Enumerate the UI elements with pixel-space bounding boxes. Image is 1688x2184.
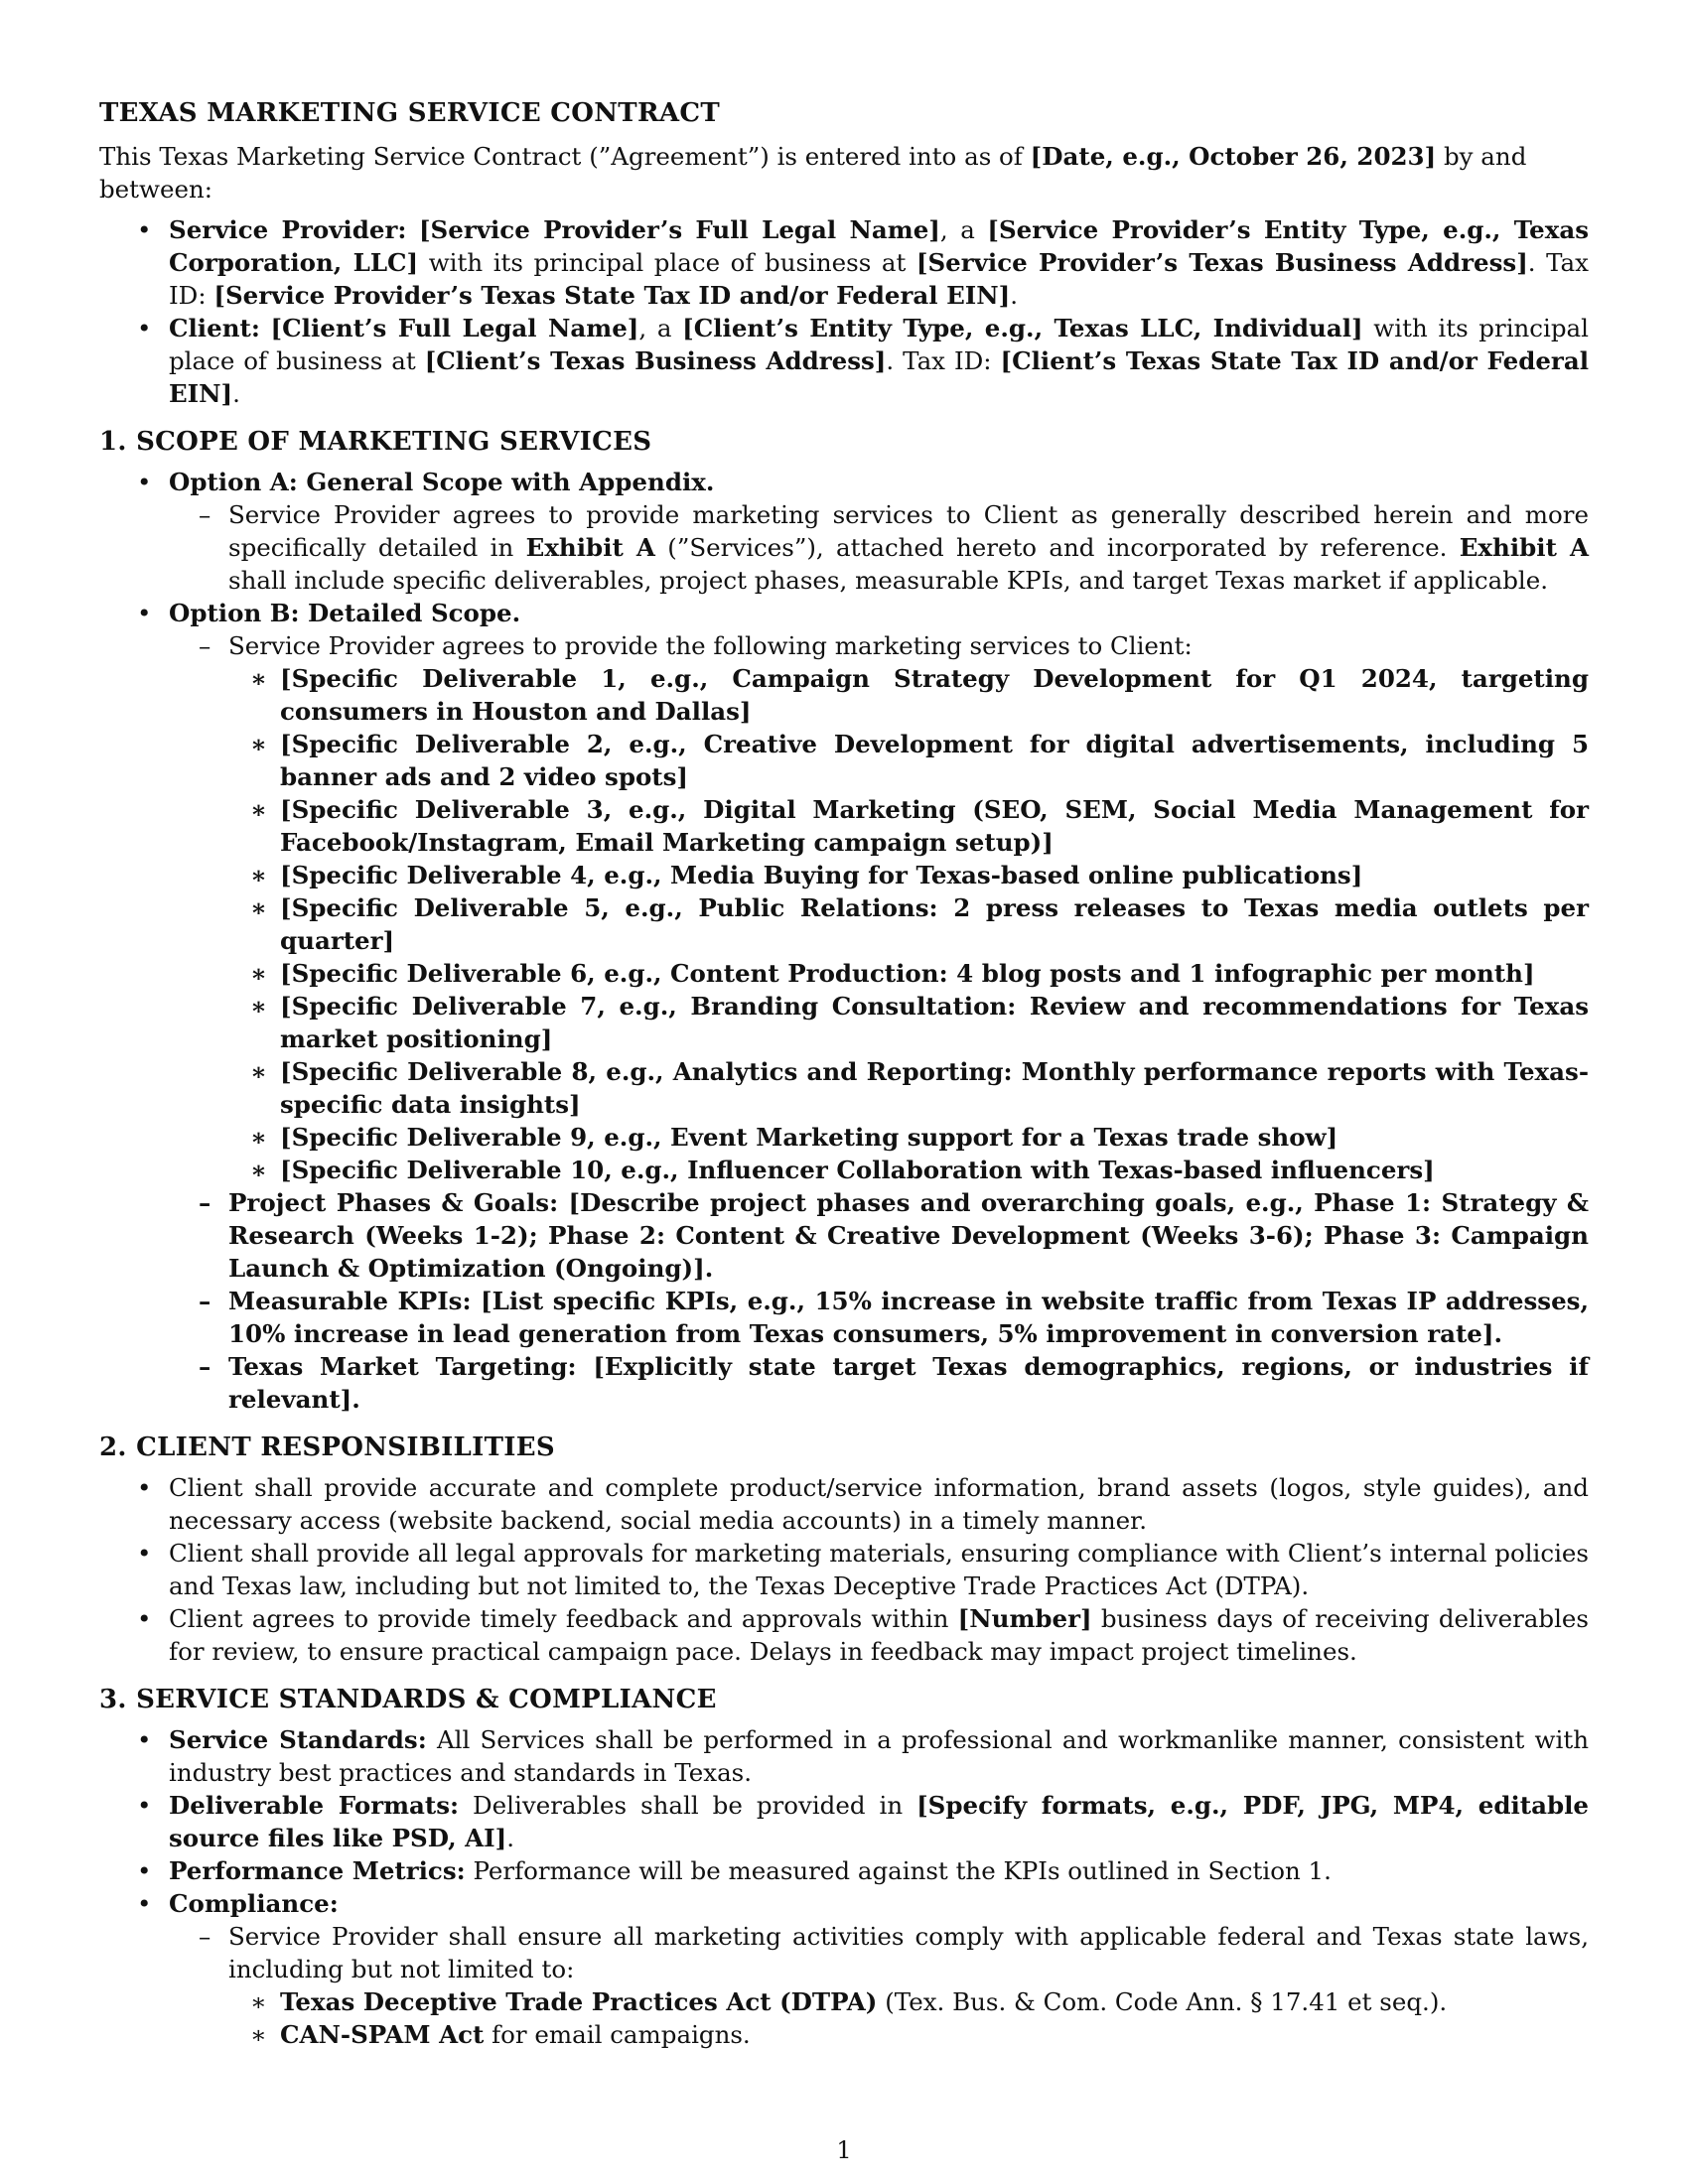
section-2-list <box>99 1471 1589 1668</box>
connector-text: , a <box>939 215 988 244</box>
deliverable-item: ∗ [Specific Deliverable 6, e.g., Content Production: 4 blog posts and 1 infographic per month] <box>228 957 1589 990</box>
connector-text: with its principal place of business at <box>169 314 1589 375</box>
client-address-placeholder: [Client’s Texas Business Address] <box>424 346 887 375</box>
dtpa-label: Texas Deceptive Trade Practices Act (DTPA) <box>280 1987 878 2016</box>
deliverable-item: ∗ [Specific Deliverable 5, e.g., Public Relations: 2 press releases to Texas media outlets per quarter] <box>228 891 1589 957</box>
option-a-sublist <box>169 498 1589 597</box>
performance-metrics-text: Performance will be measured against the KPIs outlined in Section 1. <box>465 1856 1332 1885</box>
project-phases: – Project Phases & Goals: [Describe project phases and overarching goals, e.g., Phase 1: Strategy & Research (Weeks 1-2); Phase 2: Content & Creative Development (Weeks 3-6); Phase 3: Campaign Launch & Optimization (Ongoing)]. <box>169 1186 1589 1285</box>
connector-text: , a <box>638 314 683 342</box>
provider-tax-placeholder: [Service Provider’s Texas State Tax ID and/or Federal EIN] <box>213 281 1011 310</box>
option-b-lead <box>169 629 1589 1186</box>
client-responsibility-item: • Client shall provide all legal approvals for marketing materials, ensuring compliance with Client’s internal policies and Texas law, including but not limited to, the Texas Deceptive Trade Practices Act (DTPA). <box>99 1537 1589 1602</box>
compliance-laws-list <box>228 1985 1589 2051</box>
client-entity-placeholder: [Client’s Entity Type, e.g., Texas LLC, Individual] <box>682 314 1363 342</box>
client-tax-placeholder: [Client’s Texas State Tax ID and/or Federal EIN] <box>169 346 1589 408</box>
deliverable-item: ∗ [Specific Deliverable 1, e.g., Campaign Strategy Development for Q1 2024, targeting consumers in Houston and Dallas] <box>228 662 1589 728</box>
compliance-lead-text: Service Provider shall ensure all marketing activities comply with applicable federal and Texas state laws, including but not limited to: <box>228 1922 1589 1983</box>
section-1-list <box>99 466 1589 1416</box>
deliverable-item: ∗ [Specific Deliverable 2, e.g., Creative Development for digital advertisements, including 5 banner ads and 2 video spots] <box>228 728 1589 793</box>
section-1-heading: 1. SCOPE OF MARKETING SERVICES <box>99 427 652 457</box>
provider-address-placeholder: [Service Provider’s Texas Business Address] <box>915 248 1528 277</box>
service-standards-label: Service Standards: <box>169 1725 427 1754</box>
section-3-heading: 3. SERVICE STANDARDS & COMPLIANCE <box>99 1685 717 1714</box>
compliance-lead <box>169 1920 1589 2051</box>
page-number: 1 <box>836 2136 852 2164</box>
deliverable-item: ∗ [Specific Deliverable 10, e.g., Influencer Collaboration with Texas-based influencers] <box>228 1154 1589 1186</box>
client-label: Client: <box>169 314 260 342</box>
intro-paragraph <box>99 140 1589 205</box>
item3-text-end: business days of receiving deliverables for review, to ensure practical campaign pace. Delays in feedback may impact project timelines. <box>169 1604 1589 1666</box>
provider-label: Service Provider: <box>169 215 407 244</box>
can-spam-text: for email campaigns. <box>484 2020 751 2049</box>
option-a-text <box>169 498 1589 597</box>
section-2-heading: 2. CLIENT RESPONSIBILITIES <box>99 1433 555 1462</box>
compliance-label: Compliance: <box>169 1889 339 1918</box>
deliverable-formats-end: . <box>506 1824 515 1852</box>
deliverable-formats-label: Deliverable Formats: <box>169 1791 460 1820</box>
option-b-sublist <box>169 629 1589 1416</box>
provider-name-placeholder: [Service Provider’s Full Legal Name] <box>418 215 940 244</box>
parties-list <box>99 213 1589 410</box>
option-b-lead-text: Service Provider agrees to provide the following marketing services to Client: <box>228 631 1193 660</box>
can-spam-label: CAN-SPAM Act <box>280 2020 485 2049</box>
law-dtpa <box>228 1985 1589 2018</box>
option-a-text-3: shall include specific deliverables, project phases, measurable KPIs, and target Texas market if applicable. <box>228 566 1549 595</box>
performance-metrics <box>99 1854 1589 1887</box>
party-client <box>99 312 1589 410</box>
agreement-date-placeholder: [Date, e.g., October 26, 2023] <box>1030 142 1437 171</box>
option-a <box>99 466 1589 597</box>
deliverable-formats-text: Deliverables shall be provided in <box>459 1791 917 1820</box>
deliverable-item: ∗ [Specific Deliverable 4, e.g., Media Buying for Texas-based online publications] <box>228 859 1589 891</box>
item3-text: Client agrees to provide timely feedback and approvals within <box>169 1604 958 1633</box>
option-a-label: Option A: General Scope with Appendix. <box>169 468 715 496</box>
connector-text: with its principal place of business at <box>418 248 916 277</box>
option-b-label: Option B: Detailed Scope. <box>169 599 521 627</box>
provider-entity-placeholder: [Service Provider’s Entity Type, e.g., Texas Corporation, LLC] <box>169 215 1589 277</box>
service-standards <box>99 1723 1589 1789</box>
connector-text: . Tax ID: <box>886 346 1001 375</box>
connector-text: . <box>232 379 240 408</box>
exhibit-a-ref: Exhibit A <box>1459 533 1590 562</box>
law-can-spam <box>228 2018 1589 2051</box>
dtpa-text: (Tex. Bus. & Com. Code Ann. § 17.41 et seq.). <box>877 1987 1448 2016</box>
exhibit-a-ref: Exhibit A <box>525 533 655 562</box>
party-service-provider <box>99 213 1589 312</box>
deliverable-item: ∗ [Specific Deliverable 9, e.g., Event Marketing support for a Texas trade show] <box>228 1121 1589 1154</box>
section-3-list <box>99 1723 1589 2051</box>
compliance <box>99 1887 1589 2051</box>
deliverables-list <box>228 662 1589 1186</box>
texas-market-targeting: – Texas Market Targeting: [Explicitly state target Texas demographics, regions, or industries if relevant]. <box>169 1350 1589 1416</box>
service-standards-text: All Services shall be performed in a professional and workmanlike manner, consistent with industry best practices and standards in Texas. <box>169 1725 1589 1787</box>
formats-placeholder: [Specify formats, e.g., PDF, JPG, MP4, editable source files like PSD, AI] <box>169 1791 1589 1852</box>
connector-text: . <box>1010 281 1019 310</box>
client-responsibility-item <box>99 1602 1589 1668</box>
compliance-sublist <box>169 1920 1589 2051</box>
intro-text-end: by and between: <box>99 142 1527 204</box>
option-b <box>99 597 1589 1416</box>
number-placeholder: [Number] <box>957 1604 1092 1633</box>
client-responsibility-item: • Client shall provide accurate and complete product/service information, brand assets (logos, style guides), and necessary access (website backend, social media accounts) in a timely manner. <box>99 1471 1589 1537</box>
deliverable-item: ∗ [Specific Deliverable 8, e.g., Analytics and Reporting: Monthly performance reports with Texas-specific data insights] <box>228 1055 1589 1121</box>
intro-text: This Texas Marketing Service Contract (”Agreement”) is entered into as of <box>99 142 1031 171</box>
option-a-text-1: Service Provider agrees to provide marketing services to Client as generally described herein and more specifically detailed in <box>228 500 1589 562</box>
client-name-placeholder: [Client’s Full Legal Name] <box>270 314 639 342</box>
deliverable-item: ∗ [Specific Deliverable 7, e.g., Branding Consultation: Review and recommendations for Texas market positioning] <box>228 990 1589 1055</box>
measurable-kpis: – Measurable KPIs: [List specific KPIs, e.g., 15% increase in website traffic from Texas IP addresses, 10% increase in lead generation from Texas consumers, 5% improvement in conversion rate]. <box>169 1285 1589 1350</box>
performance-metrics-label: Performance Metrics: <box>169 1856 466 1885</box>
deliverable-item: ∗ [Specific Deliverable 3, e.g., Digital Marketing (SEO, SEM, Social Media Management for Facebook/Instagram, Email Marketing campaign setup)] <box>228 793 1589 859</box>
connector-text: . Tax ID: <box>169 248 1589 310</box>
deliverable-formats <box>99 1789 1589 1854</box>
option-a-text-2: (”Services”), attached hereto and incorporated by reference. <box>654 533 1460 562</box>
document-title: TEXAS MARKETING SERVICE CONTRACT <box>99 98 720 128</box>
document-page <box>99 96 1589 2051</box>
